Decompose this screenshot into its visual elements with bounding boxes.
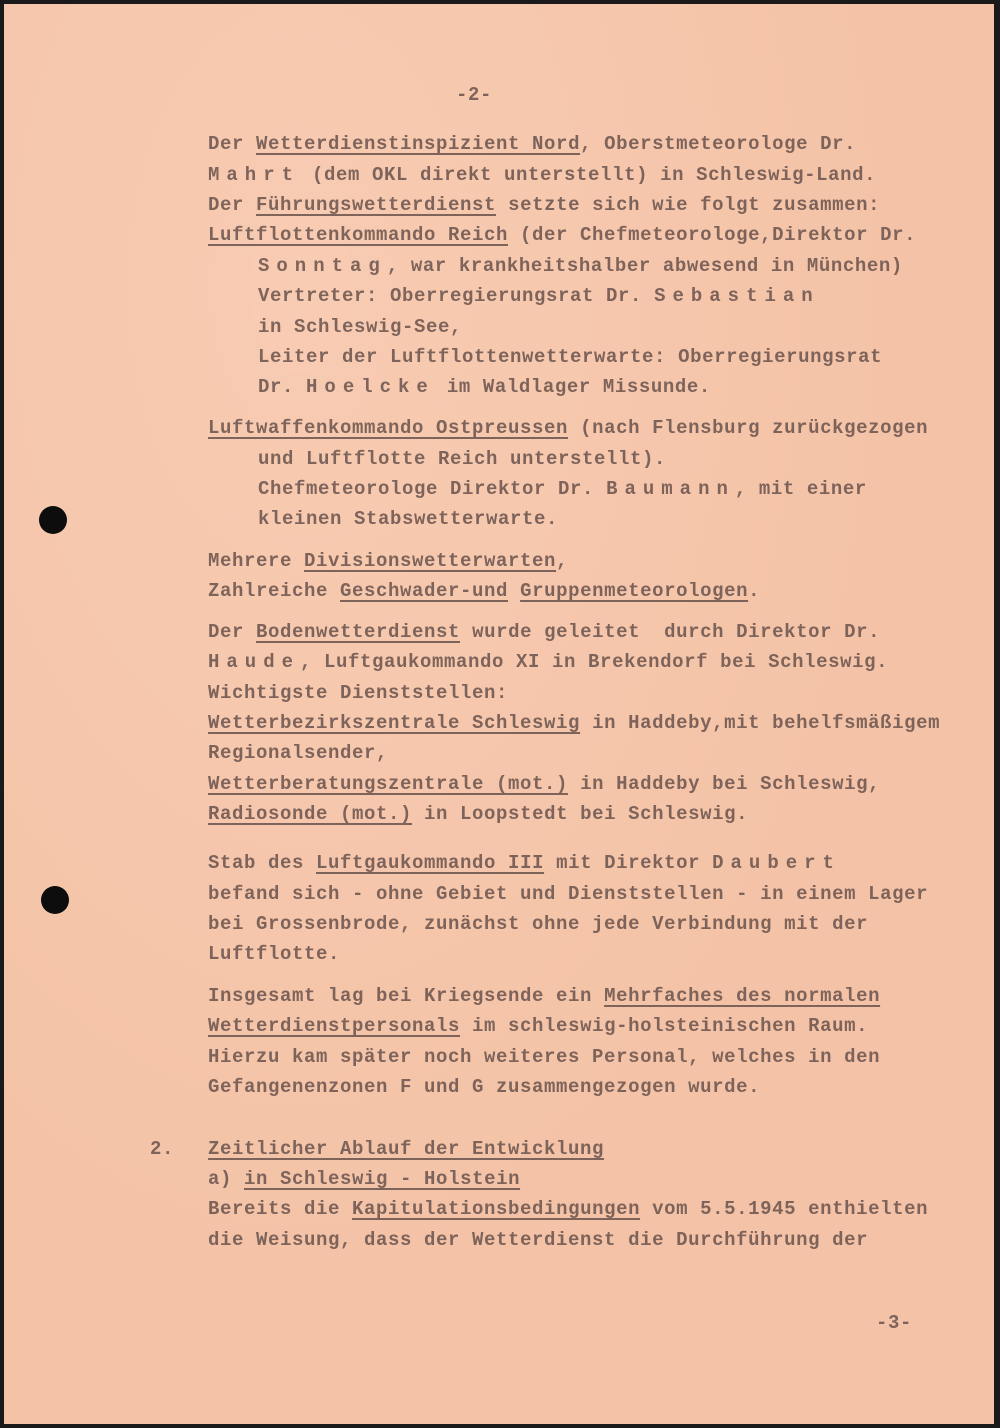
paragraph-line: Regionalsender,: [208, 742, 389, 764]
next-page-marker: -3-: [876, 1312, 913, 1334]
paragraph-line: Wetterbezirkszentrale Schleswig in Haddeby,mit behelfsmäßigem: [208, 712, 941, 734]
paragraph-line: Haude, Luftgaukommando XI in Brekendorf bei Schleswig.: [208, 651, 889, 673]
paragraph-line: Chefmeteorologe Direktor Dr. Baumann, mit einer: [258, 478, 867, 500]
paragraph-line: die Weisung, dass der Wetterdienst die Durchführung der: [208, 1229, 869, 1251]
paragraph-line: Stab des Luftgaukommando III mit Direktor Daubert: [208, 852, 841, 874]
subsection-heading: a) in Schleswig - Holstein: [208, 1168, 521, 1190]
paragraph-line: Luftflotte.: [208, 943, 341, 965]
paragraph-line: Wetterdienstpersonals im schleswig-holsteinischen Raum.: [208, 1015, 869, 1037]
paragraph-line: Bereits die Kapitulationsbedingungen vom 5.5.1945 enthielten: [208, 1198, 929, 1220]
punch-hole-upper: [39, 506, 67, 534]
paragraph-line: Mehrere Divisionswetterwarten,: [208, 550, 569, 572]
paragraph-line: Vertreter: Oberregierungsrat Dr. Sebastian: [258, 285, 820, 307]
paragraph-line: kleinen Stabswetterwarte.: [258, 508, 559, 530]
punch-hole-lower: [41, 886, 69, 914]
typewritten-page: [4, 4, 994, 1424]
paragraph-line: in Schleswig-See,: [258, 316, 463, 338]
paragraph-line: Luftflottenkommando Reich (der Chefmeteorologe,Direktor Dr.: [208, 224, 917, 246]
paragraph-line: Hierzu kam später noch weiteres Personal, welches in den: [208, 1046, 881, 1068]
paragraph-line: Insgesamt lag bei Kriegsende ein Mehrfaches des normalen: [208, 985, 881, 1007]
page-number: -2-: [456, 84, 493, 106]
section-number: 2.: [150, 1138, 175, 1160]
paragraph-line: Wetterberatungszentrale (mot.) in Haddeby bei Schleswig,: [208, 773, 881, 795]
paragraph-line: Gefangenenzonen F und G zusammengezogen wurde.: [208, 1076, 761, 1098]
paragraph-line: Sonntag, war krankheitshalber abwesend in München): [258, 255, 903, 277]
paragraph-line: bei Grossenbrode, zunächst ohne jede Verbindung mit der: [208, 913, 869, 935]
paragraph-line: und Luftflotte Reich unterstellt).: [258, 448, 667, 470]
paragraph-line: Mahrt (dem OKL direkt unterstellt) in Schleswig-Land.: [208, 164, 877, 186]
paragraph-line: Der Führungswetterdienst setzte sich wie folgt zusammen:: [208, 194, 881, 216]
paragraph-line: Luftwaffenkommando Ostpreussen (nach Flensburg zurückgezogen: [208, 417, 929, 439]
paragraph-line: Wichtigste Dienststellen:: [208, 682, 509, 704]
paragraph-line: Der Wetterdienstinspizient Nord, Oberstmeteorologe Dr.: [208, 133, 857, 155]
paragraph-line: Zahlreiche Geschwader-und Gruppenmeteorologen.: [208, 580, 761, 602]
paragraph-line: Leiter der Luftflottenwetterwarte: Oberregierungsrat: [258, 346, 883, 368]
paragraph-line: befand sich - ohne Gebiet und Dienststellen - in einem Lager: [208, 883, 929, 905]
paragraph-line: Radiosonde (mot.) in Loopstedt bei Schleswig.: [208, 803, 749, 825]
section-heading: Zeitlicher Ablauf der Entwicklung: [208, 1138, 605, 1160]
paragraph-line: Dr. Hoelcke im Waldlager Missunde.: [258, 376, 711, 398]
paragraph-line: Der Bodenwetterdienst wurde geleitet durch Direktor Dr.: [208, 621, 881, 643]
